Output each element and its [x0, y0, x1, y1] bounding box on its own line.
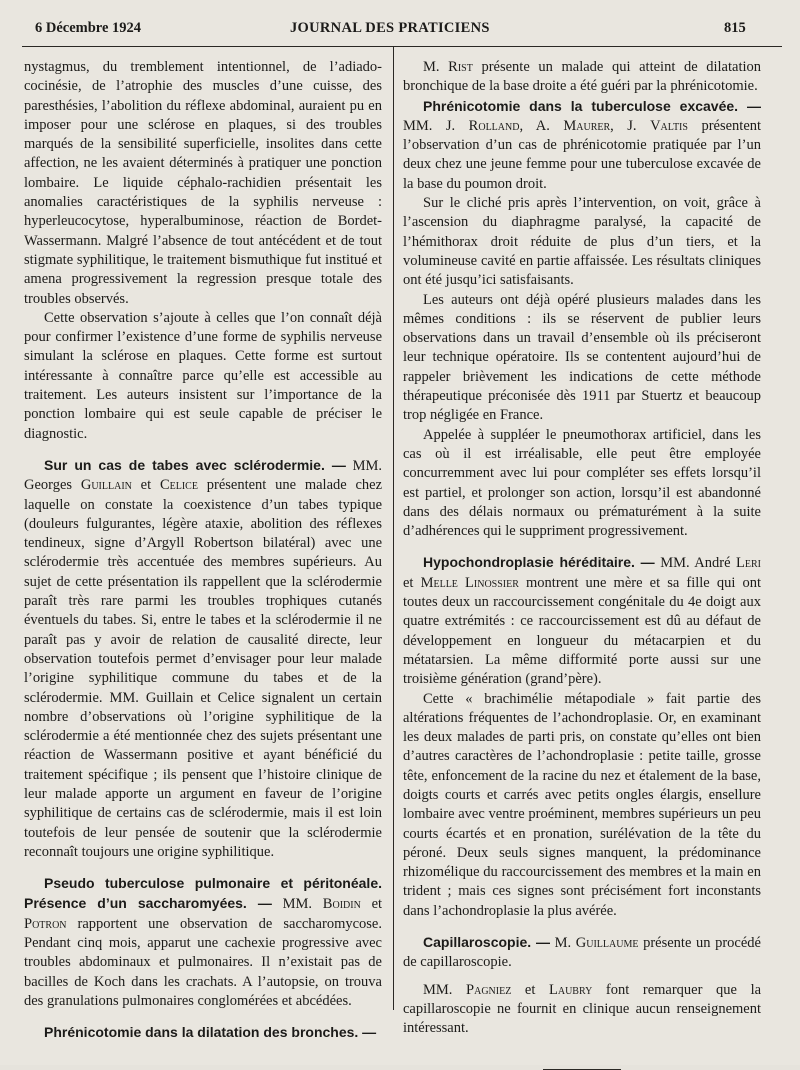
section-body: font remarquer que la capillaroscopie ne fournit en clinique aucun renseignement intéressant. [403, 981, 762, 1037]
author-name: Melle Linossier [420, 574, 519, 591]
paragraph-observation: Cette observation s’ajoute à celles que l’on connaît déjà pour confirmer l’existence d’une forme de syphilis nerveuse simulant la sclérose en plaques. Cette forme est surtout intéressante à connaître parce qu’elle est accessible au traitement. Les auteurs insistent sur l’importance de la ponction lombaire qui est seule capable de préciser le diagnostic. [24, 309, 382, 442]
section-heading: Phrénicotomie dans la tuberculose excavée. — [423, 97, 761, 114]
text-fragment: M. [554, 935, 572, 952]
author-name: Valtis [650, 117, 688, 134]
journal-title: JOURNAL DES PRATICIENS [290, 20, 490, 36]
paragraph-brachimelie: Cette « brachimélie métapodiale » fait partie des altérations fréquentes de l’achondroplasie. Or, en examinant les deux malades de parti pris, on constate qu’elles ont bien d’autres caractères de l’achondroplasie : petite taille, grosse tête, enfoncement de la racine du nez et étalement de la base, doigts courts et carrés avec petits ongles élargis, ensellure lombaire avec ventre proéminent, membres supérieurs un peu courts écartés et en pronation, surélévation de la tête du péroné. Deux seuls signes manquent, la prédominance rhizomélique du raccourcissement des membres et la main en trident ; mais ces signes sont précisément fort inconstants dans l’achondroplasie la plus avérée. [403, 690, 761, 919]
section-phrenicotomie-bronches [24, 1023, 382, 1043]
text-fragment: M. [423, 59, 440, 75]
header-date: 6 Décembre 1924 [35, 20, 142, 36]
author-name: Guillaume [575, 935, 639, 952]
text-fragment: MM. André [660, 555, 731, 572]
column-divider [393, 47, 394, 1010]
running-head [0, 0, 800, 46]
section-phrenicotomie-bronches-cont [403, 58, 761, 97]
text-fragment: et [524, 981, 536, 998]
section-heading: Hypochondroplasie héréditaire. — [423, 554, 655, 571]
author-name: Guillain [80, 477, 132, 494]
paragraph-cliche: Sur le cliché pris après l’intervention, on voit, grâce à l’ascension du diaphragme paralysé, la capacité de l’hémithorax droit réduite de plus d’un tiers, et la volumineuse cavité en partie affaissée. Les résultats cliniques ont été jusqu’ici satisfaisants. [403, 195, 761, 289]
section-body: montrent une mère et sa fille qui ont toutes deux un raccourcissement congénitale du 4e doigt aux quatre extrémités : ce raccourcissement est dû au défaut de développement en longueur du métacarpien et du métatarsien. La même difformité porte aussi sur une troisième génération (grand’père). [403, 574, 762, 688]
text-fragment: MM. J. [403, 117, 456, 134]
section-heading: Pseudo tuberculose pulmonaire et péritonéale. Présence d’un saccharomyées. — [24, 875, 382, 912]
section-heading: Capillaroscopie. — [423, 934, 551, 951]
text-fragment: , J. [610, 117, 637, 134]
section-capillaroscopie [403, 933, 761, 973]
section-body: présente un procédé de capillaroscopie. [403, 935, 761, 971]
text-fragment: et [140, 477, 152, 494]
left-column [24, 58, 382, 1044]
text-fragment: MM. [423, 981, 453, 998]
section-heading: Sur un cas de tabes avec sclérodermie. — [44, 456, 346, 473]
section-phrenicotomie-tuberculose [403, 97, 761, 194]
section-tabes-sclerodermie [24, 456, 382, 862]
text-fragment: , A. [519, 117, 550, 134]
section-pseudo-tuberculose [24, 874, 382, 1011]
end-rule [543, 1069, 621, 1070]
text-fragment: MM. [282, 896, 313, 913]
author-name: Celice [159, 477, 198, 494]
section-body: présentent une malade chez laquelle on constate la coexistence d’un tabes typique (douleurs fulgurantes, légère ataxie, abolition des réflexes tendineux, signe d’Argyll Robertson bilatéral) avec une sclérodermie très accentuée des membres supérieurs. Au sujet de cette présentation ils rappellent que la sclérodermie paraît très rare parmi les troubles trophiques cutanés éventuels du tabes. Si, entre le tabes et la sclérodermie il ne paraît pas y avoir de relation de causalité directe, leur observation toutefois permet d’envisager pour leur malade l’origine syphilitique commune du tabes et de la sclérodermie. MM. Guillain et Celice signalent un certain nombre d’observations où l’origine syphilitique de la sclérodermie a été mentionnée chez des sujets présentant une réaction de Wassermann positive et ayant bénéficié du traitement spécifique ; ils pensent que l’histoire clinique de leur malade apporte un argument en faveur de l’origine syphilitique de certains cas de sclérodermie, mais il est loin toutefois de leur pensée de soutenir que la sclérodermie reconnaît toujours une origine syphilitique. [24, 477, 383, 860]
paragraph-auteurs: Les auteurs ont déjà opéré plusieurs malades dans les mêmes conditions : ils se réservent de publier leurs observations dans un travail d’ensemble où ils préciseront leur technique opératoire. Ils se contentent aujourd’hui de rappeler brièvement les indications de cette méthode thérapeutique préconisée dès 1911 par Stuertz et beaucoup trop négligée en France. [403, 291, 761, 424]
author-name: Leri [736, 555, 761, 572]
paragraph-pneumothorax: Appelée à suppléer le pneumothorax artificiel, dans les cas où il est irréalisable, elle peut être employée concurremment avec lui pour compléter ses effets lorsqu’il est partiel, et prolonger son action, lorsqu’il est abandonné dans des délais normaux ou prématurément à la suite d’adhérences qui le suppriment progressivement. [403, 426, 761, 540]
text-fragment: et [403, 574, 414, 591]
author-name: Pagniez [466, 981, 512, 998]
page-number: 815 [724, 20, 746, 36]
section-body: présente un malade qui atteint de dilatation bronchique de la base droite a été guéri par la phrénicotomie. [403, 59, 762, 95]
author-name: Rolland [468, 117, 520, 134]
text-fragment: MM. Georges [24, 457, 382, 494]
author-name: Boidin [322, 896, 361, 913]
paragraph-continuation: nystagmus, du tremblement intentionnel, de l’adiado-cocinésie, de l’atrophie des muscles d’une cuisse, des paresthésies, l’abolition du réflexe abdominal, auraient pu en imposer pour une sclérose en plaques, si des troubles marqués de la sensibilité superficielle, insolites dans cette affection, ne les avaient déterminés à pratiquer une ponction lombaire. Le liquide céphalo-rachidien présentait les anomalies caractéristiques de la syphilis nerveuse : hyperleucocytose, hyperalbuminose, réaction de Bordet-Wassermann. Malgré l’absence de tout antécédent et de tout stigmate syphilitique, le traitement bismuthique fut institué et amena progressivement la regression presque totale des troubles observés. [24, 59, 382, 307]
section-body: présentent l’observation d’un cas de phrénicotomie pratiquée par l’un deux chez une jeune femme pour une tuberculose excavée de la base du poumon droit. [403, 117, 762, 192]
author-name: Laubry [549, 981, 593, 998]
text-fragment: et [371, 896, 383, 913]
paragraph-pagniez-laubry [403, 981, 761, 1039]
author-name: Potron [24, 915, 67, 932]
right-column [403, 58, 761, 1070]
section-body: rapportent une observation de saccharomycose. Pendant cinq mois, apparut une cachexie progressive avec troubles abdominaux et pulmonaires. Il n’existait pas de bacilles de Koch dans les crachats. A l’autopsie, on trouva des granulations pulmonaires conglomérées et abcédées. [24, 915, 382, 1009]
author-name: Maurer [563, 117, 611, 134]
author-name: Rist [448, 59, 473, 75]
section-hypochondroplasie [403, 553, 761, 689]
header-rule [22, 46, 782, 47]
section-heading: Phrénicotomie dans la dilatation des bronches. — [44, 1024, 377, 1041]
